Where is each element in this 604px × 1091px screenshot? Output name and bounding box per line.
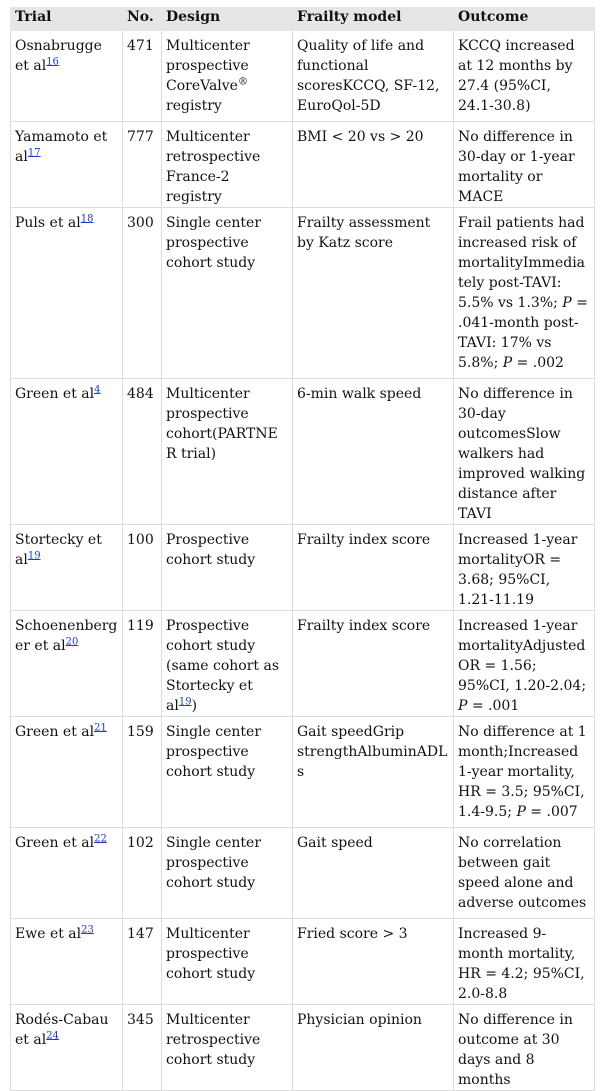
cell-frailty-model: Frailty index score [293,611,454,717]
cell-outcome: Increased 1-year mortalityOR = 3.68; 95%CI, 1.21-11.19 [454,525,595,611]
cell-trial: Rodés-Cabau et al$^{24}$ [11,1005,123,1091]
registered-mark: ® [237,76,248,88]
cell-trial: Green et al$^{22}$ [11,828,123,919]
cell-frailty-model: Physician opinion [293,1005,454,1091]
cell-outcome: No difference in outcome at 30 days and 8 months [454,1005,595,1091]
cell-outcome: No difference at 1 month;Increased 1-year mortality, HR = 3.5; 95%CI, 1.4-9.5; P = .007 [454,717,595,828]
reference-link[interactable]: 21 [94,722,107,734]
table-row [11,31,595,122]
cell-outcome: Frail patients had increased risk of mortalityImmediately post-TAVI: 5.5% vs 1.3%; P = .041-month post-TAVI: 17% vs 5.8%; P = .002 [454,208,595,379]
cell-frailty-model: Gait speedGrip strengthAlbuminADLs [293,717,454,828]
cell-outcome: No correlation between gait speed alone and adverse outcomes [454,828,595,919]
cell-no: 102 [123,828,162,919]
header-outcome: Outcome [454,8,595,31]
cell-no: 471 [123,31,162,122]
header-frailty-model: Frailty model [293,8,454,31]
table-row [11,611,595,717]
table-row [11,379,595,525]
cell-outcome: KCCQ increased at 12 months by 27.4 (95%CI, 24.1-30.8) [454,31,595,122]
cell-frailty-model: Frailty index score [293,525,454,611]
cell-no: 147 [123,919,162,1005]
cell-design: Multicenter prospective cohort study [162,919,293,1005]
header-design: Design [162,8,293,31]
cell-design: Multicenter retrospective France-2 registry [162,122,293,208]
reference-link[interactable]: 19 [178,696,192,708]
cell-no: 100 [123,525,162,611]
table-header-row [11,8,595,31]
reference-link[interactable]: 20 [65,636,79,648]
cell-design: Multicenter prospective CoreValve® registry [162,31,293,122]
cell-design: Prospective cohort study (same cohort as Stortecky et al$^{19}$) [162,611,293,717]
cell-outcome: No difference in 30-day or 1-year mortality or MACE [454,122,595,208]
cell-no: 777 [123,122,162,208]
cell-trial: Green et al$^{21}$ [11,717,123,828]
cell-outcome: Increased 1-year mortalityAdjusted OR = 1.56; 95%CI, 1.20-2.04; P = .001 [454,611,595,717]
cell-outcome: No difference in 30-day outcomesSlow walkers had improved walking distance after TAVI [454,379,595,525]
cell-trial: Yamamoto et al$^{17}$ [11,122,123,208]
cell-frailty-model: Quality of life and functional scoresKCCQ, SF-12, EuroQol-5D [293,31,454,122]
cell-design: Multicenter prospective cohort(PARTNER trial) [162,379,293,525]
table-row [11,828,595,919]
table-row [11,525,595,611]
cell-outcome: Increased 9-month mortality, HR = 4.2; 95%CI, 2.0-8.8 [454,919,595,1005]
cell-design: Single center prospective cohort study [162,717,293,828]
cell-design: Single center prospective cohort study [162,208,293,379]
cell-design: Multicenter retrospective cohort study [162,1005,293,1091]
cell-trial: Osnabrugge et al$^{16}$ [11,31,123,122]
cell-trial: Green et al$^4$ [11,379,123,525]
reference-link[interactable]: 19 [27,550,41,562]
cell-trial: Stortecky et al$^{19}$ [11,525,123,611]
cell-no: 484 [123,379,162,525]
reference-link[interactable]: 24 [46,1030,59,1042]
cell-trial: Schoenenberger et al$^{20}$ [11,611,123,717]
cell-no: 300 [123,208,162,379]
reference-link[interactable]: 16 [46,56,59,68]
reference-link[interactable]: 22 [94,833,107,845]
reference-link[interactable]: 4 [94,384,101,396]
cell-frailty-model: Fried score > 3 [293,919,454,1005]
table-row [11,919,595,1005]
cell-frailty-model: Frailty assessment by Katz score [293,208,454,379]
table-row [11,1005,595,1091]
cell-no: 119 [123,611,162,717]
reference-link[interactable]: 23 [81,924,94,936]
cell-no: 159 [123,717,162,828]
table-row [11,208,595,379]
cell-design: Single center prospective cohort study [162,828,293,919]
cell-design: Prospective cohort study [162,525,293,611]
frailty-studies-table [10,7,595,1091]
table-row [11,717,595,828]
cell-trial: Ewe et al$^{23}$ [11,919,123,1005]
cell-frailty-model: Gait speed [293,828,454,919]
header-trial: Trial [11,8,123,31]
cell-frailty-model: 6-min walk speed [293,379,454,525]
table-row [11,122,595,208]
cell-no: 345 [123,1005,162,1091]
reference-link[interactable]: 17 [27,147,41,159]
header-no: No. [123,8,162,31]
cell-frailty-model: BMI < 20 vs > 20 [293,122,454,208]
cell-trial: Puls et al$^{18}$ [11,208,123,379]
reference-link[interactable]: 18 [80,213,94,225]
